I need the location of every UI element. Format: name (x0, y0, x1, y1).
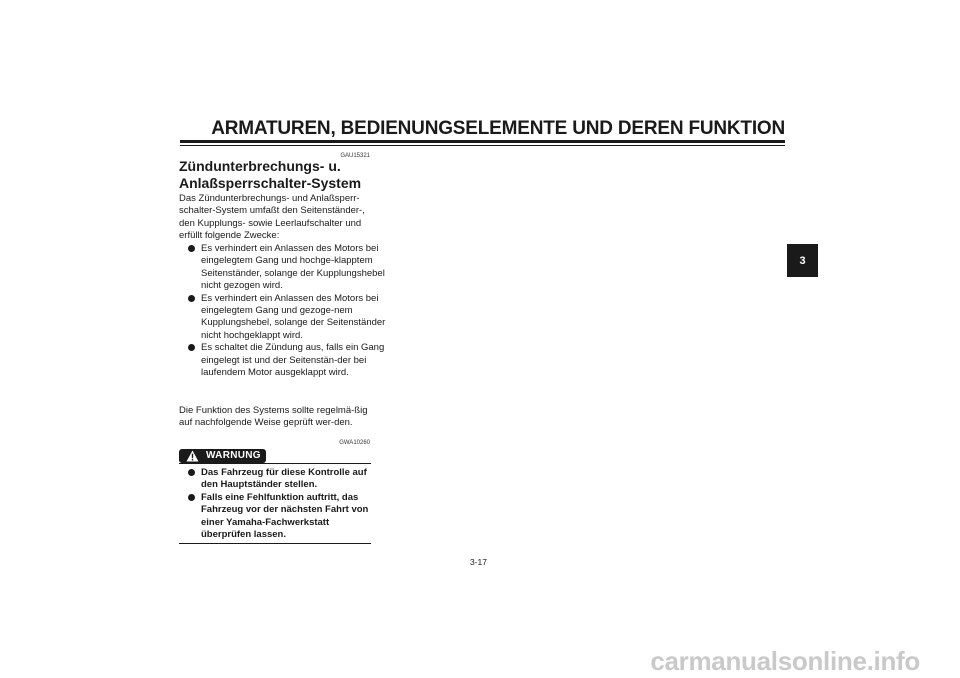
warning-badge (179, 449, 266, 463)
list-item-text: Es schaltet die Zündung aus, falls ein Gang eingelegt ist und der Seitenstän-der bei laufendem Motor ausgeklappt wird. (201, 342, 385, 379)
warning-code: GWA10260 (339, 440, 370, 446)
list-item-text: Es verhindert ein Anlassen des Motors bei eingelegtem Gang und hochge-klapptem Seitenständer, solange der Kupplungshebel nicht gezogen wird. (201, 243, 385, 292)
warning-triangle-icon (186, 450, 199, 462)
list-item-text: Das Fahrzeug für diese Kontrolle auf den Hauptständer stellen. (201, 467, 367, 491)
outro-paragraph: Die Funktion des Systems sollte regelmä-ßig auf nachfolgende Weise geprüft wer-den. (179, 405, 368, 429)
list-item (187, 492, 372, 542)
list-item-text: Falls eine Fehlfunktion auftritt, das Fahrzeug vor der nächsten Fahrt von einer Yamaha-Fachwerkstatt überprüfen lassen. (201, 491, 369, 541)
intro-paragraph: Das Zündunterbrechungs- und Anlaßsperr-schalter-System umfaßt den Seitenständer-, den Kupplungs- sowie Leerlaufschalter und erfüllt folgende Zwecke: (179, 193, 365, 242)
bullet-icon (188, 344, 195, 351)
page-number: 3-17 (470, 557, 488, 567)
bullet-icon (188, 245, 195, 252)
header-rule-thick (180, 140, 785, 143)
warning-bullet-list (187, 467, 372, 541)
warning-rule-bottom (179, 543, 371, 544)
chapter-tab: 3 (787, 244, 818, 277)
section-title (179, 158, 379, 192)
list-item (187, 293, 387, 343)
list-item-text: Es verhindert ein Anlassen des Motors bei eingelegtem Gang und gezoge-nem Kupplungshebel, solange der Seitenständer nicht hochgeklappt wird. (201, 292, 386, 341)
bullet-icon (188, 295, 195, 302)
bullet-icon (188, 494, 195, 501)
warning-rule-top (179, 463, 371, 464)
section-title-line2: Anlaßsperrschalter-System (179, 175, 362, 191)
list-item (187, 467, 372, 492)
header-rule-thin (180, 145, 785, 146)
list-item (187, 342, 387, 379)
bullet-icon (188, 469, 195, 476)
list-item (187, 243, 387, 293)
page-header-title: ARMATUREN, BEDIENUNGSELEMENTE UND DEREN FUNKTION (211, 118, 785, 139)
section-title-line1: Zündunterbrechungs- u. (179, 158, 341, 174)
watermark: carmanualsonline.info (650, 646, 920, 676)
warning-label: WARNUNG (206, 450, 261, 461)
function-bullet-list (187, 243, 387, 379)
section-code: GAU15321 (340, 153, 370, 159)
